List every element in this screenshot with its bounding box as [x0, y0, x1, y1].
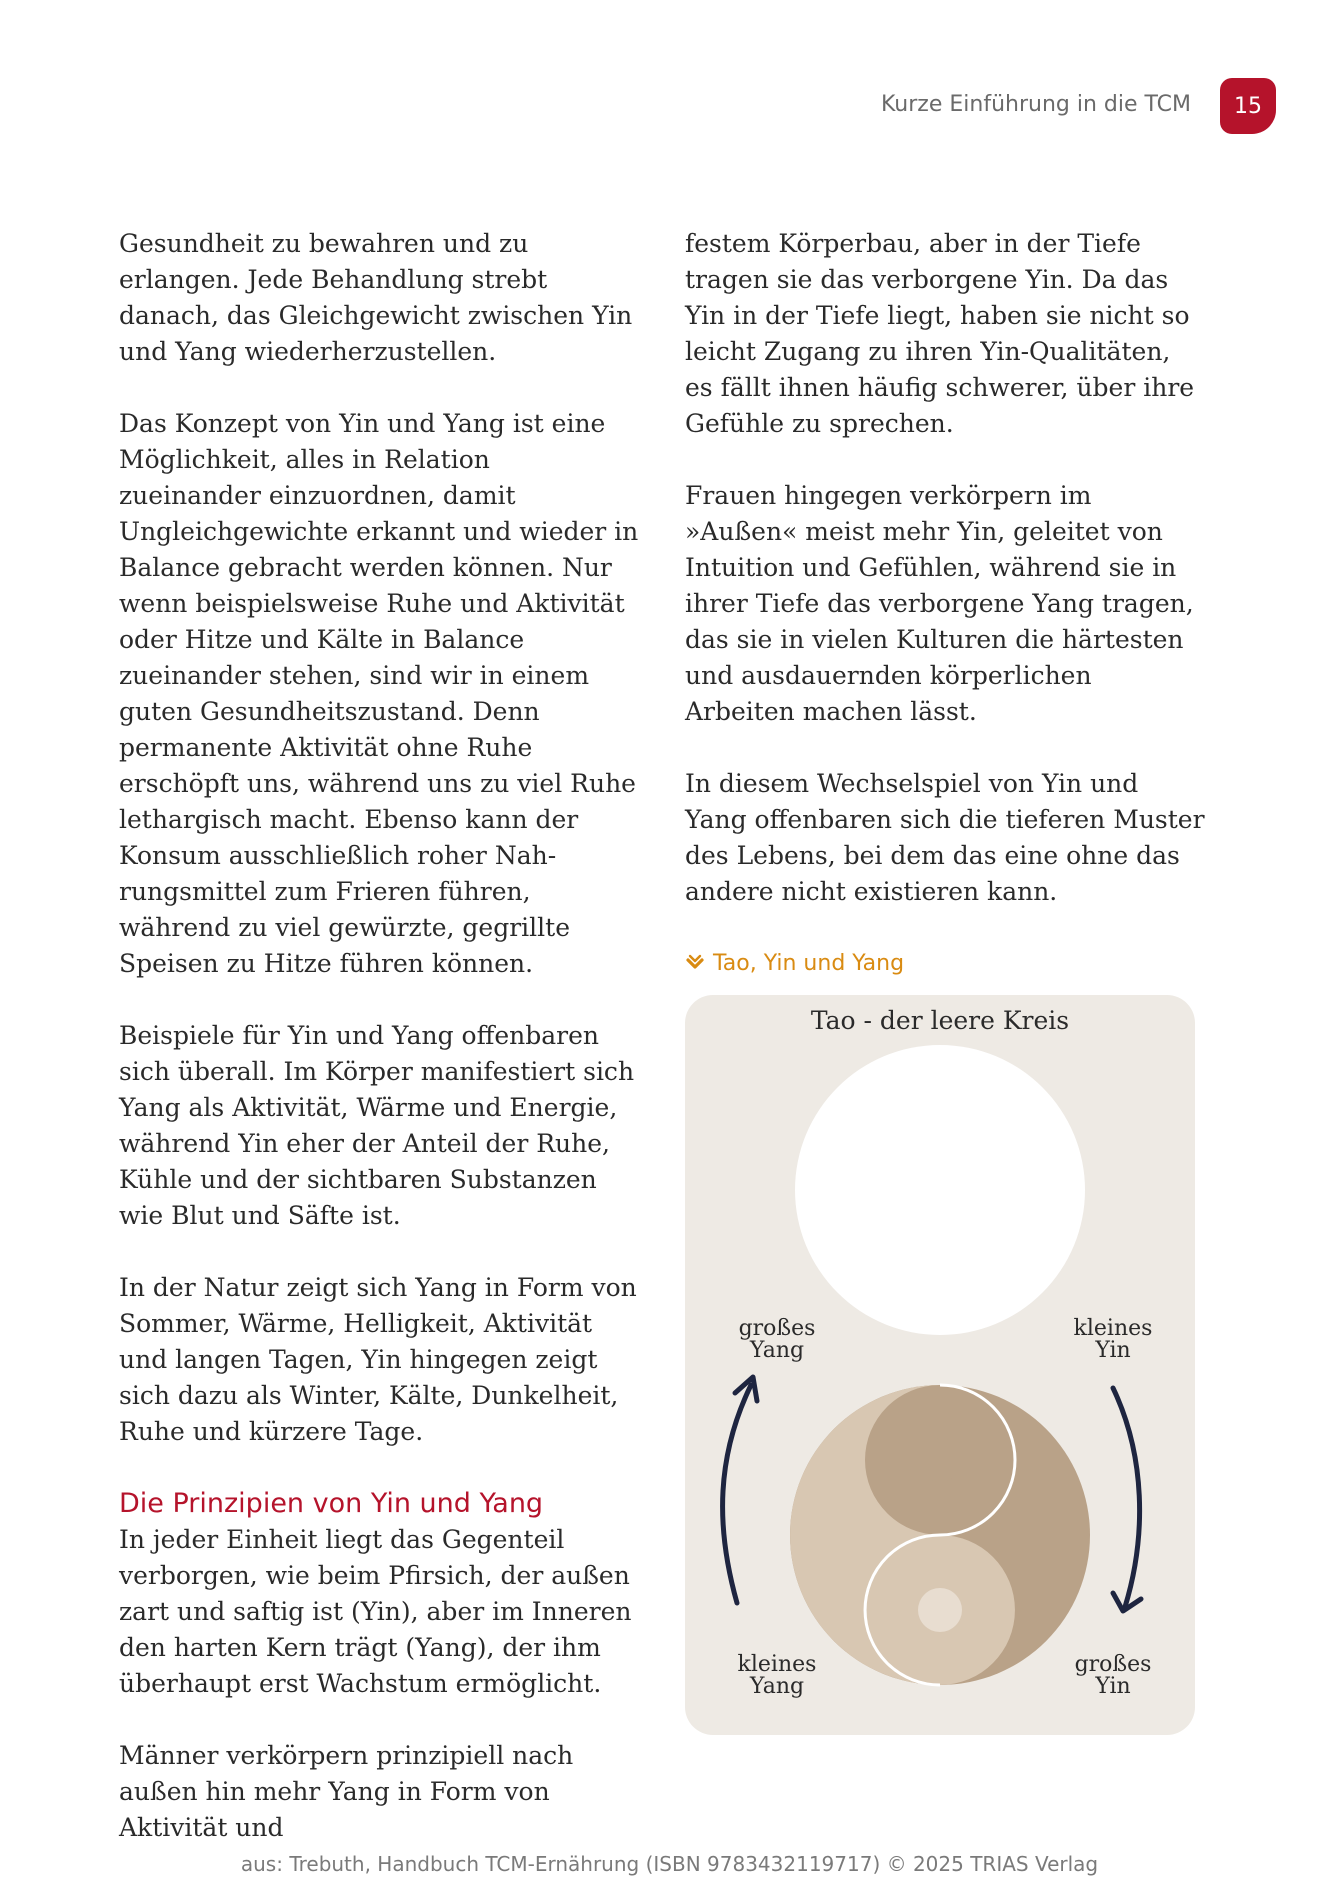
label-kleines-yang-1: kleines	[737, 1652, 817, 1677]
running-head: Kurze Einführung in die TCM	[880, 92, 1191, 117]
paragraph: Das Konzept von Yin und Yang ist eine Möglichkeit, alles in Relation zueinander einzuordnen, damit Ungleichgewichte erkannt und wieder in Balance gebracht werden können. Nur wenn beispielsweise Ruhe und Aktivität oder Hitze und Kälte in Balance zueinander stehen, sind wir in einem guten Gesundheitszustand. Denn permanente Aktivität ohne Ruhe erschöpft uns, während uns zu viel Ruhe lethargisch macht. Ebenso kann der Konsum ausschließlich roher Nahrungsmittel zum Frieren führen, während zu viel gewürzte, gegrillte Speisen zu Hitze führen können.	[119, 409, 639, 978]
figure-caption	[685, 946, 1205, 982]
yang-dot	[918, 1588, 962, 1632]
paragraph: Männer verkörpern prinzipiell nach außen hin mehr Yang in Form von Aktivität und	[119, 1741, 574, 1842]
page-number-badge: 15	[1220, 78, 1276, 134]
label-grosses-yang-1: großes	[738, 1316, 816, 1341]
label-kleines-yin-1: kleines	[1073, 1316, 1153, 1341]
chevron-down-icon	[685, 954, 705, 974]
right-column	[685, 226, 1205, 982]
paragraph: In der Natur zeigt sich Yang in Form von Sommer, Wärme, Helligkeit, Aktivität und langen Tagen, Yin hingegen zeigt sich dazu als Winter, Kälte, Dunkelheit, Ruhe und kürzere Tage.	[119, 1273, 637, 1446]
figure-title: Tao - der leere Kreis	[810, 1006, 1070, 1035]
label-grosses-yin-2: Yin	[1095, 1674, 1131, 1699]
empty-circle	[795, 1045, 1085, 1335]
paragraph: In diesem Wechselspiel von Yin und Yang offenbaren sich die tieferen Muster des Lebens, bei dem das eine ohne das andere nicht existieren kann.	[685, 769, 1205, 906]
arrow-down-right-icon	[1113, 1388, 1141, 1611]
left-column	[119, 226, 639, 1846]
arrow-up-left-icon	[723, 1377, 757, 1603]
tao-yin-yang-figure	[685, 995, 1195, 1735]
paragraph: Gesundheit zu bewahren und zu erlangen. Jede Behandlung strebt danach, das Gleichgewicht zwischen Yin und Yang wiederherzustellen.	[119, 229, 633, 366]
paragraph: Frauen hingegen verkörpern im »Außen« meist mehr Yin, geleitet von Intuition und Gefühlen, während sie in ihrer Tiefe das verborgene Yang tragen, das sie in vielen Kulturen die härtesten und ausdauernden körperlichen Arbeiten machen lässt.	[685, 481, 1194, 726]
label-grosses-yang-2: Yang	[749, 1338, 805, 1363]
yin-yang-symbol	[790, 1385, 1090, 1685]
figure-illustration	[685, 995, 1195, 1735]
label-grosses-yin-1: großes	[1074, 1652, 1152, 1677]
source-footer: aus: Trebuth, Handbuch TCM-Ernährung (ISBN 9783432119717) © 2025 TRIAS Verlag	[240, 1852, 1099, 1876]
figure-caption-text: Tao, Yin und Yang	[713, 951, 905, 976]
section-heading: Die Prinzipien von Yin und Yang	[119, 1488, 544, 1519]
paragraph: festem Körperbau, aber in der Tiefe tragen sie das verborgene Yin. Da das Yin in der Tiefe liegt, haben sie nicht so leicht Zugang zu ihren Yin-Qualitäten, es fällt ihnen häufig schwerer, über ihre Gefühle zu sprechen.	[685, 229, 1195, 438]
label-kleines-yin-2: Yin	[1095, 1338, 1131, 1363]
paragraph: Beispiele für Yin und Yang offenbaren sich überall. Im Körper manifestiert sich Yang als Aktivität, Wärme und Energie, während Yin eher der Anteil der Ruhe, Kühle und der sichtbaren Substanzen wie Blut und Säfte ist.	[119, 1021, 635, 1230]
label-kleines-yang-2: Yang	[749, 1674, 805, 1699]
paragraph: In jeder Einheit liegt das Gegenteil verborgen, wie beim Pfirsich, der außen zart und saftig ist (Yin), aber im Inneren den harten Kern trägt (Yang), der ihm überhaupt erst Wachstum ermöglicht.	[119, 1525, 632, 1698]
yin-dot	[918, 1438, 962, 1482]
